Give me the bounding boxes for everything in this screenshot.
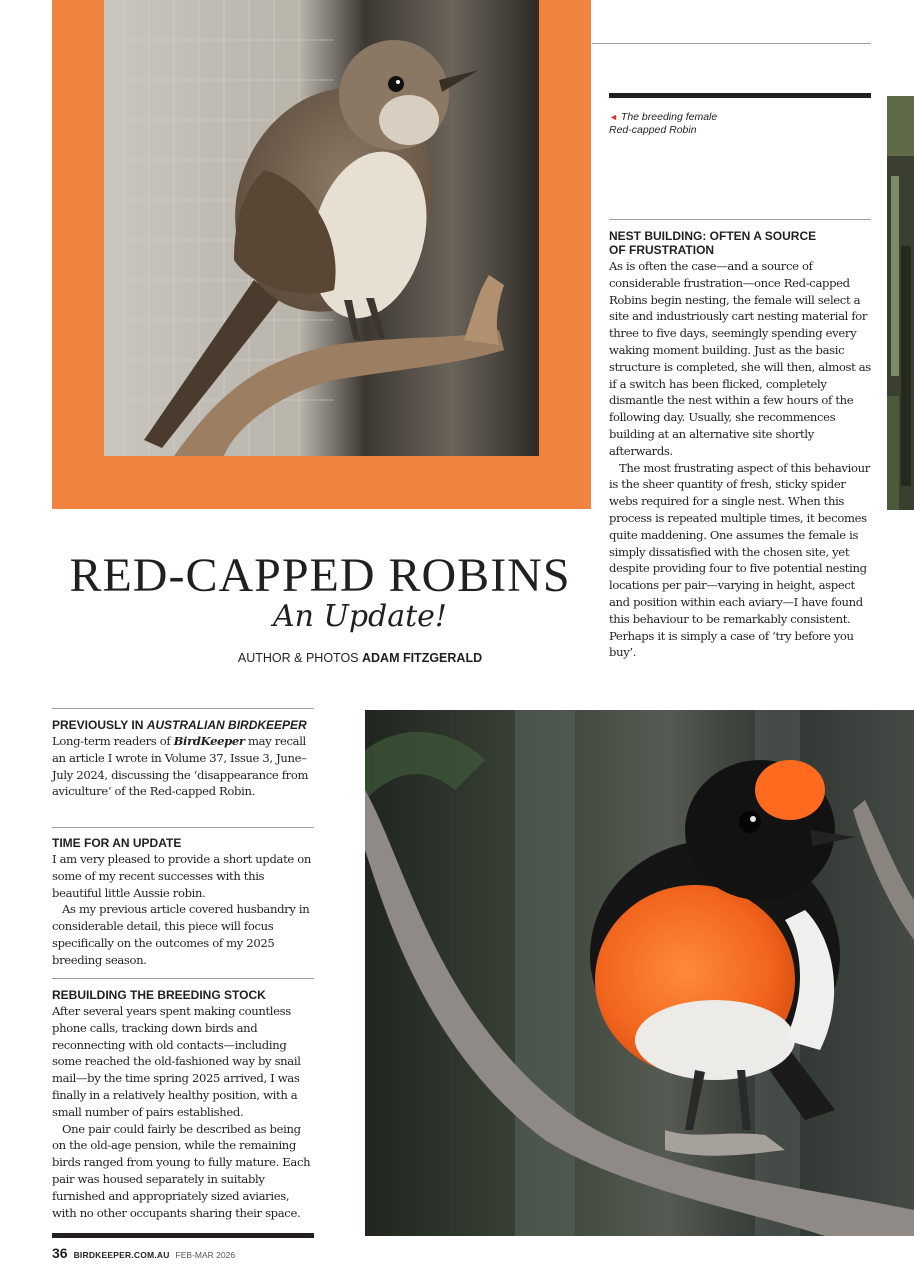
heading-line2: OF FRUSTRATION [609, 243, 715, 257]
byline [40, 651, 600, 665]
section-divider [52, 978, 314, 979]
paragraph: As my previous article covered husbandry in considerable detail, this piece will focus specifically on the outcomes of my 2025 breeding season. [52, 902, 310, 967]
paragraph: One pair could fairly be described as being on the old-age pension, while the remaining birds ranged from young to fully mature. Each pair was housed separately in suitably furnished and appropriately sized aviaries, with no other occupants sharing their space. [52, 1121, 311, 1220]
footer-divider [52, 1233, 314, 1238]
footer-issue: FEB-MAR 2026 [175, 1250, 236, 1260]
text-run: Long-term readers of [52, 734, 174, 748]
section-divider [52, 827, 314, 828]
male-robin-photo [365, 710, 914, 1236]
nest-building-section [609, 229, 873, 661]
byline-prefix: AUTHOR & PHOTOS [237, 651, 362, 665]
byline-author: ADAM FITZGERALD [361, 651, 483, 665]
footer-site: BIRDKEEPER.COM.AU [73, 1250, 170, 1260]
paragraph: The most frustrating aspect of this behaviour is the sheer quantity of fresh, sticky spider webs required for a single nest. When this process is repeated multiple times, it becomes quite maddening. One assumes the female is simply dissatisfied with the chosen site, yet despite providing four to five potential nesting locations per pair—varying in height, aspect and position within each aviary—I have found this behaviour to be remarkably consistent. Perhaps it is simply a case of ‘try before you buy’. [609, 460, 870, 660]
cropped-edge-photo [887, 96, 914, 510]
section-heading: REBUILDING THE BREEDING STOCK [52, 988, 266, 1002]
female-robin-photo [104, 0, 539, 456]
page-footer [52, 1245, 235, 1263]
caption-line2: Red-capped Robin [609, 124, 697, 136]
text-run: may recall an article I wrote in Volume 37, Issue 3, June–July 2024, discussing the ‘disappearance from aviculture’ of the Red-capped Robin. [52, 734, 309, 799]
paragraph: I am very pleased to provide a short update on some of my recent successes with this beautiful little Aussie robin. [52, 852, 312, 900]
photo-caption [609, 111, 809, 137]
section-divider [609, 219, 871, 220]
section-heading: TIME FOR AN UPDATE [52, 836, 182, 850]
section-divider [52, 708, 314, 709]
section-heading [52, 718, 314, 732]
heading-line1: NEST BUILDING: OFTEN A SOURCE [609, 229, 817, 243]
heading-italic: AUSTRALIAN BIRDKEEPER [146, 718, 307, 732]
paragraph: After several years spent making countless phone calls, tracking down birds and reconnecting with old contacts—including some reached the old-fashioned way by snail mail—by the time spring 2025 arrived, I was finally in a relatively healthy position, with a small number of pairs established. [52, 1004, 301, 1119]
caption-line1: The breeding female [620, 111, 718, 123]
caption-arrow-icon: ◄ [609, 112, 618, 122]
article-subtitle: An Update! [273, 599, 447, 634]
magazine-name: BirdKeeper [173, 734, 245, 748]
caption-divider [609, 93, 871, 98]
paragraph [52, 733, 314, 800]
update-section [52, 836, 314, 969]
paragraph: As is often the case—and a source of considerable frustration—once Red-capped Robins begin nesting, the female will select a site and industriously cart nesting material for three to five days, seemingly spending every waking moment building. Just as the basic structure is completed, she will then, almost as if a switch has been flicked, completely dismantle the nest within a few hours of the following day. Usually, she recommences building at an alternative site shortly afterwards. [609, 259, 871, 458]
article-title: RED-CAPPED ROBINS [69, 549, 571, 602]
section-heading [609, 229, 873, 257]
heading-text: PREVIOUSLY IN [52, 718, 147, 732]
page-number: 36 [52, 1245, 68, 1261]
previously-section [52, 718, 314, 800]
top-divider [592, 43, 871, 44]
rebuilding-section [52, 988, 314, 1221]
